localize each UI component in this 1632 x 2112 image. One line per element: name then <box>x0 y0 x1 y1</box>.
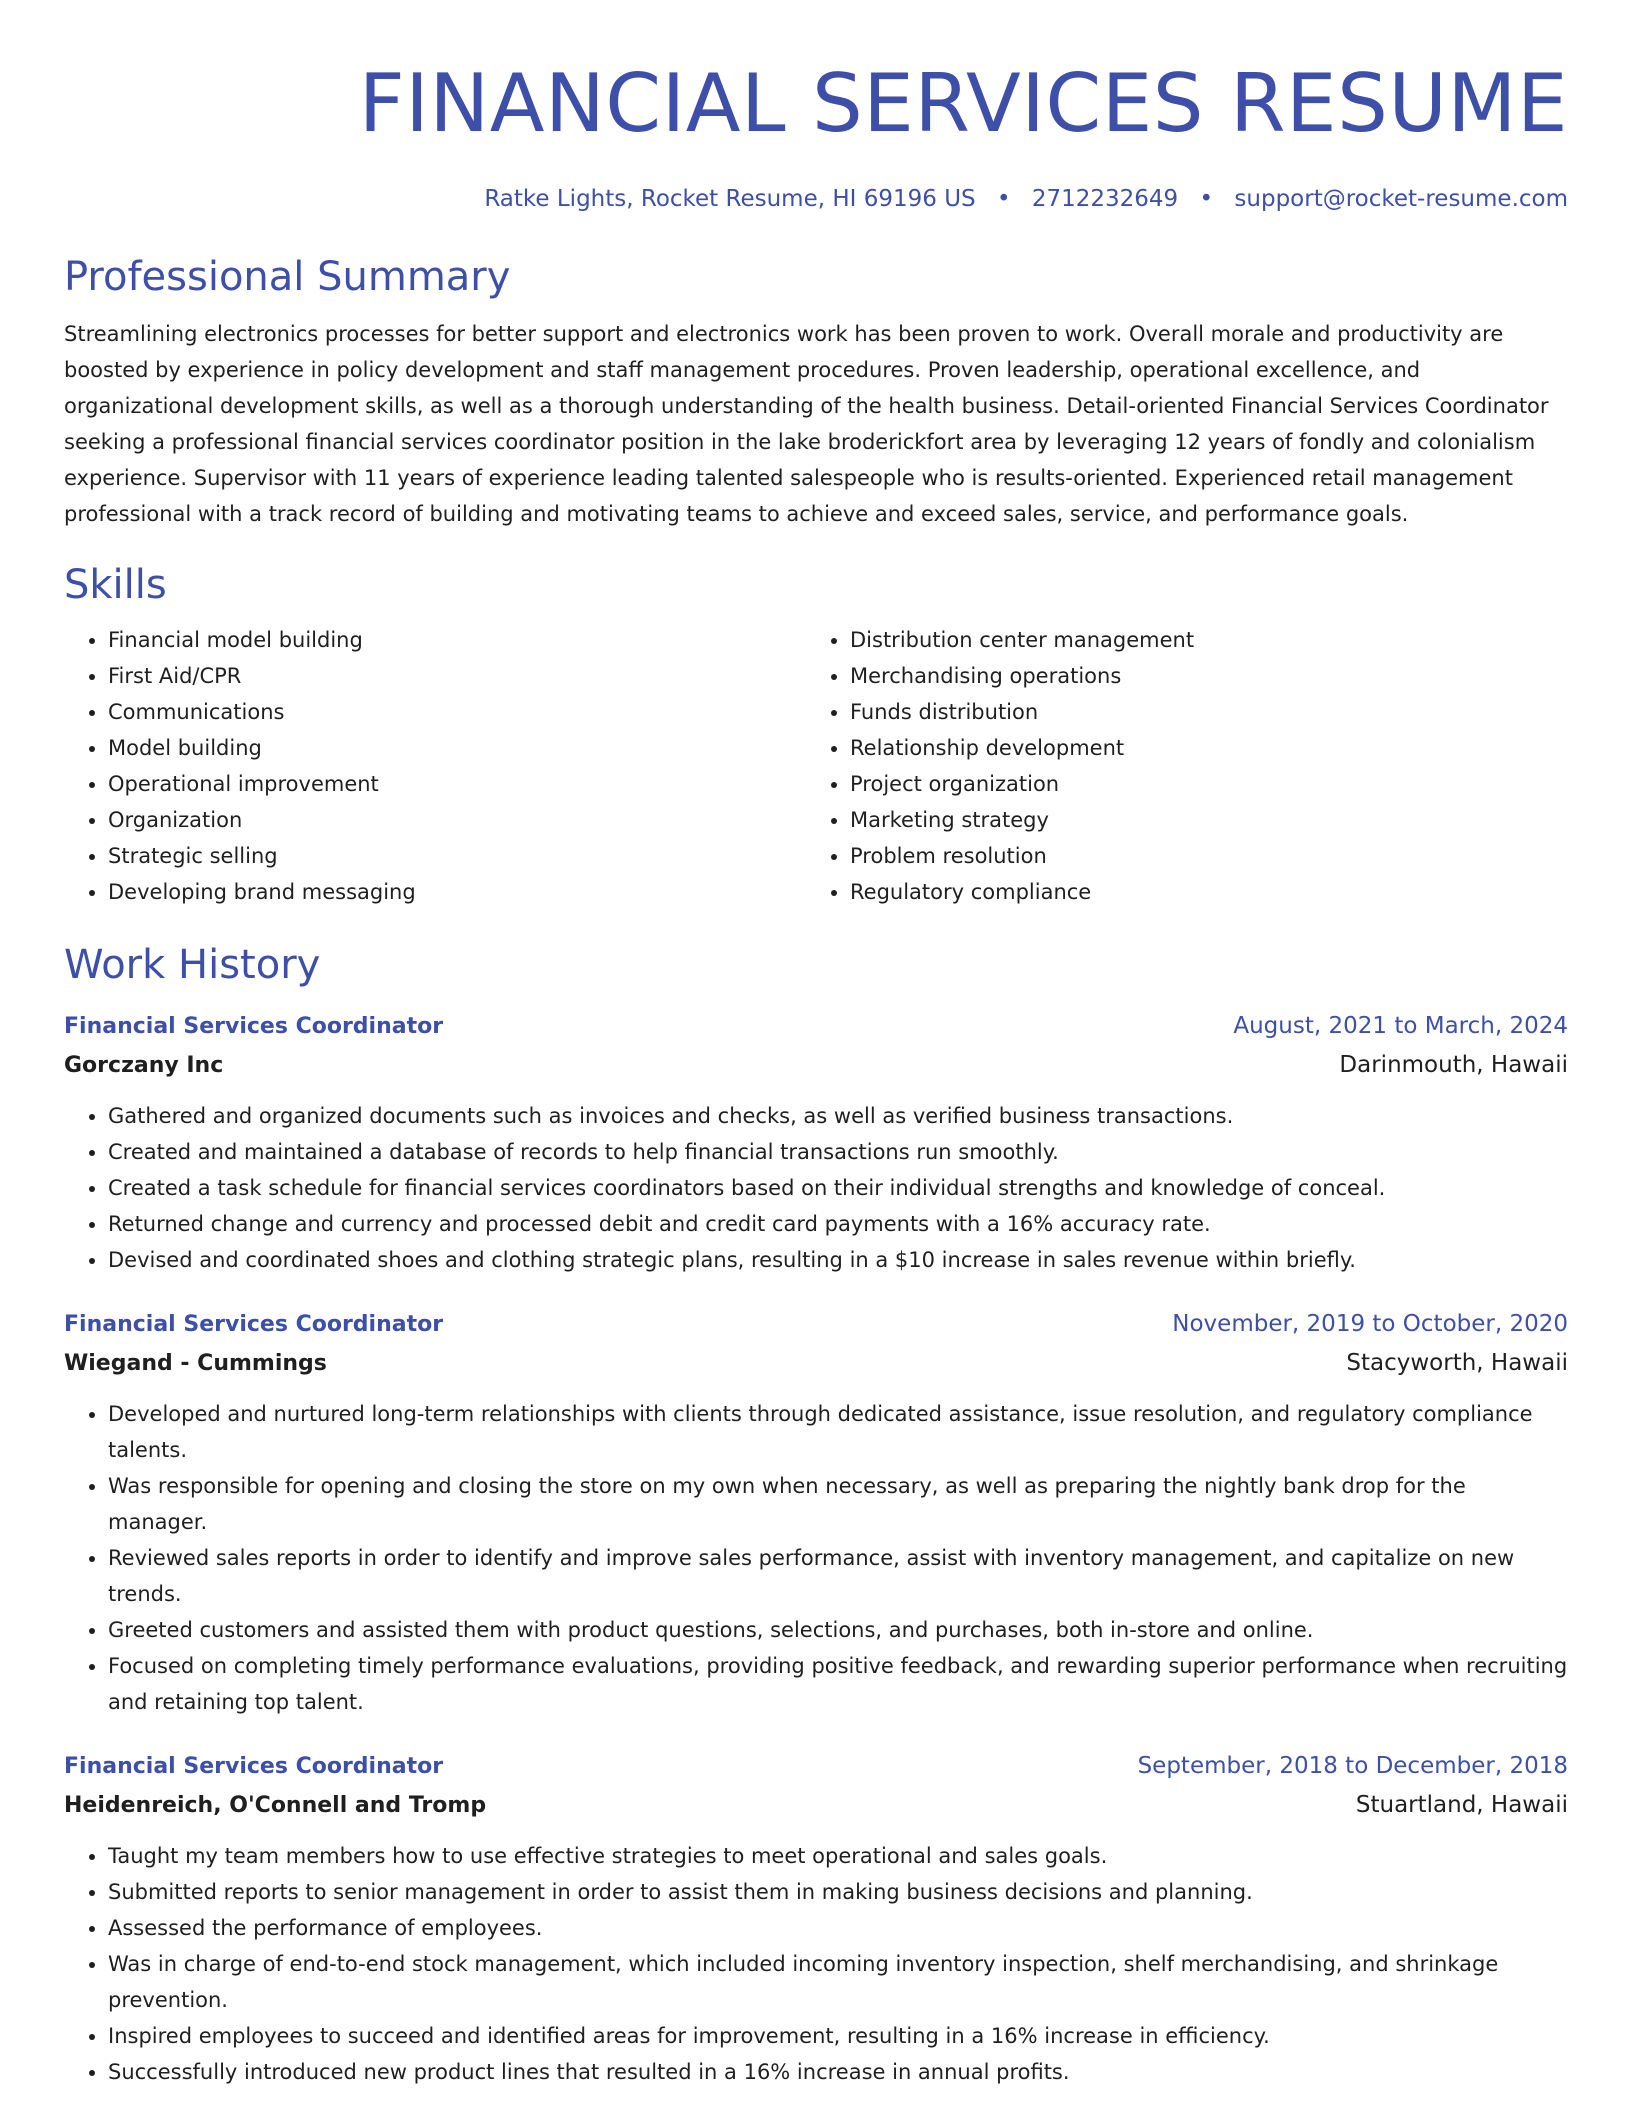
skill-item: • Communications <box>108 694 806 730</box>
job-header <box>64 1748 1568 1785</box>
contact-email: support@rocket-resume.com <box>1234 186 1568 212</box>
summary-text: Streamlining electronics processes for better support and electronics work has been proven to work. Overall morale and productivity are boosted by experience in policy development and staff management procedures. Proven leadership, operational excellence, and organizational development skills, as well as a thorough understanding of the health business. Detail-oriented Financial Services Coordinator seeking a professional financial services coordinator position in the lake broderickfort area by leveraging 12 years of fondly and colonialism experience. Supervisor with 11 years of experience leading talented salespeople who is results-oriented. Experienced retail management professional with a track record of building and motivating teams to achieve and exceed sales, service, and performance goals. <box>64 322 1549 526</box>
summary-heading: Professional Summary <box>64 254 511 300</box>
job-bullet: • Assessed the performance of employees. <box>108 1910 1568 1946</box>
job-company: Gorczany Inc <box>64 1053 224 1078</box>
job-entry <box>64 1748 1568 2090</box>
skill-item: • Relationship development <box>850 730 1548 766</box>
skill-item: • Distribution center management <box>850 622 1548 658</box>
job-title: Financial Services Coordinator <box>64 1014 444 1039</box>
job-bullet: • Returned change and currency and processed debit and credit card payments with a 16% accuracy rate. <box>108 1206 1568 1242</box>
resume-title: FINANCIAL SERVICES RESUME <box>358 57 1568 150</box>
job-bullet: • Developed and nurtured long-term relationships with clients through dedicated assistance, issue resolution, and regulatory compliance talents. <box>108 1396 1568 1468</box>
skills-column-right <box>806 622 1548 910</box>
job-header <box>64 1008 1568 1045</box>
job-bullets <box>64 1098 1568 1278</box>
skills-column-left <box>64 622 806 910</box>
contact-separator: • <box>1199 186 1214 212</box>
job-header <box>64 1306 1568 1343</box>
job-bullet: • Taught my team members how to use effective strategies to meet operational and sales goals. <box>108 1838 1568 1874</box>
job-bullet: • Inspired employees to succeed and identified areas for improvement, resulting in a 16% increase in efficiency. <box>108 2018 1568 2054</box>
skill-item: • Organization <box>108 802 806 838</box>
job-dates: September, 2018 to December, 2018 <box>1137 1753 1568 1779</box>
contact-line <box>64 184 1568 214</box>
job-bullet: • Created and maintained a database of records to help financial transactions run smoothly. <box>108 1134 1568 1170</box>
job-bullet: • Successfully introduced new product lines that resulted in a 16% increase in annual profits. <box>108 2054 1568 2090</box>
job-title: Financial Services Coordinator <box>64 1754 444 1779</box>
job-location: Stuartland, Hawaii <box>1355 1792 1568 1818</box>
job-bullet: • Reviewed sales reports in order to identify and improve sales performance, assist with inventory management, and capitalize on new trends. <box>108 1540 1568 1612</box>
contact-address: Ratke Lights, Rocket Resume, HI 69196 US <box>484 186 976 212</box>
job-location: Stacyworth, Hawaii <box>1346 1350 1568 1376</box>
skill-item: • Financial model building <box>108 622 806 658</box>
contact-phone: 2712232649 <box>1031 186 1179 212</box>
job-subheader <box>64 1343 1568 1384</box>
skill-item: • Strategic selling <box>108 838 806 874</box>
skill-item: • Developing brand messaging <box>108 874 806 910</box>
skills-heading: Skills <box>64 562 167 608</box>
job-entry <box>64 1008 1568 1278</box>
job-dates: November, 2019 to October, 2020 <box>1172 1311 1568 1337</box>
job-bullet: • Was responsible for opening and closing the store on my own when necessary, as well as preparing the nightly bank drop for the manager. <box>108 1468 1568 1540</box>
skills-list <box>64 622 1568 910</box>
skill-item: • Problem resolution <box>850 838 1548 874</box>
job-dates: August, 2021 to March, 2024 <box>1233 1013 1568 1039</box>
job-bullet: • Created a task schedule for financial services coordinators based on their individual strengths and knowledge of conceal. <box>108 1170 1568 1206</box>
skill-item: • Marketing strategy <box>850 802 1548 838</box>
job-company: Heidenreich, O'Connell and Tromp <box>64 1793 487 1818</box>
job-bullets <box>64 1838 1568 2090</box>
work-history-heading: Work History <box>64 942 321 988</box>
skill-item: • First Aid/CPR <box>108 658 806 694</box>
skill-item: • Funds distribution <box>850 694 1548 730</box>
job-entry <box>64 1306 1568 1720</box>
job-location: Darinmouth, Hawaii <box>1339 1052 1568 1078</box>
job-bullet: • Greeted customers and assisted them with product questions, selections, and purchases, both in-store and online. <box>108 1612 1568 1648</box>
job-bullet: • Focused on completing timely performance evaluations, providing positive feedback, and rewarding superior performance when recruiting and retaining top talent. <box>108 1648 1568 1720</box>
skill-item: • Merchandising operations <box>850 658 1548 694</box>
skill-item: • Model building <box>108 730 806 766</box>
resume-page <box>64 0 1568 2090</box>
job-bullets <box>64 1396 1568 1720</box>
job-subheader <box>64 1785 1568 1826</box>
skill-item: • Regulatory compliance <box>850 874 1548 910</box>
job-company: Wiegand - Cummings <box>64 1351 327 1376</box>
contact-separator: • <box>996 186 1011 212</box>
job-bullet: • Submitted reports to senior management in order to assist them in making business decisions and planning. <box>108 1874 1568 1910</box>
skill-item: • Project organization <box>850 766 1548 802</box>
job-bullet: • Devised and coordinated shoes and clothing strategic plans, resulting in a $10 increase in sales revenue within briefly. <box>108 1242 1568 1278</box>
job-bullet: • Gathered and organized documents such as invoices and checks, as well as verified business transactions. <box>108 1098 1568 1134</box>
skill-item: • Operational improvement <box>108 766 806 802</box>
job-bullet: • Was in charge of end-to-end stock management, which included incoming inventory inspection, shelf merchandising, and shrinkage prevention. <box>108 1946 1568 2018</box>
job-title: Financial Services Coordinator <box>64 1312 444 1337</box>
job-subheader <box>64 1045 1568 1086</box>
